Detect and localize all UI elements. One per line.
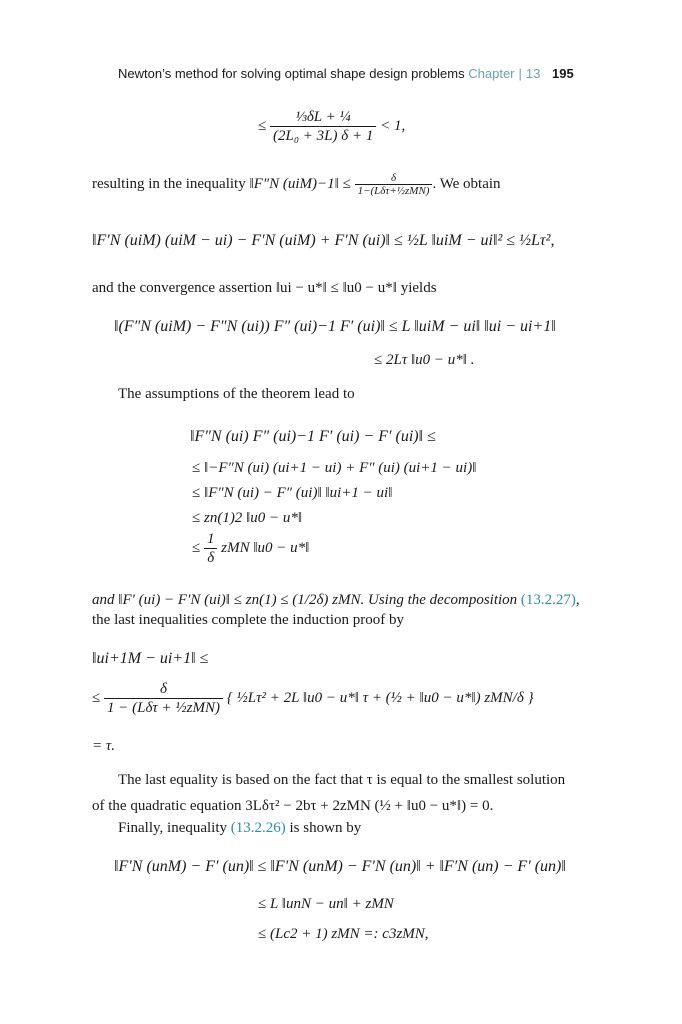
paragraph-decomposition-line2: the last inequalities complete the induction proof by — [92, 612, 405, 628]
paragraph-inequality — [92, 172, 501, 197]
p5-line3-b: is shown by — [289, 820, 362, 836]
eq-ratio-num: ⅓δL + ¼ — [270, 108, 376, 127]
eq-ind2-den: 1 − (Lδτ + ½zMN) — [106, 700, 220, 716]
eq-assumptions-line2: ≤ ‖−F″N (ui) (ui+1 − ui) + F″ (ui) (ui+1 − ui)‖ — [192, 460, 477, 476]
eq-ass5-num: 1 — [204, 530, 218, 549]
eq-ratio-fraction — [270, 108, 376, 145]
eq-assumptions-line5 — [192, 530, 309, 567]
eq-ass5-tail: zMN ‖u0 − u*‖ — [221, 539, 310, 556]
eq-ratio-lead: ≤ — [258, 117, 267, 134]
p4-eqref-link[interactable]: (13.2.27) — [520, 592, 576, 608]
eq-ratio-tail: < 1, — [380, 117, 406, 134]
eq-newton-bound: ‖F′N (uiM) (uiM − ui) − F′N (uiM) + F′N (ui)‖ ≤ ½L ‖uiM − ui‖² ≤ ½Lτ², — [92, 232, 555, 249]
eq-induction-line1: ‖ui+1M − ui+1‖ ≤ — [92, 650, 209, 667]
eq-convergence-line2: ≤ 2Lτ ‖u0 − u*‖ . — [374, 352, 475, 368]
header-chapter-number: 13 — [525, 66, 541, 81]
eq-induction-line3: = τ. — [92, 738, 115, 754]
header-chapter: Chapter — [468, 66, 515, 81]
p4-line1-a: and ‖F′ (ui) − F′N (ui)‖ ≤ zn(1) ≤ (1/2δ) zMN. Using the decomposition — [92, 592, 518, 608]
eq-assumptions-line1: ‖F″N (ui) F″ (ui)−1 F′ (ui) − F′ (ui)‖ ≤ — [190, 428, 436, 445]
paragraph-quadratic-line1: The last equality is based on the fact that τ is equal to the smallest solution — [118, 772, 566, 788]
paragraph-assumptions: The assumptions of the theorem lead to — [118, 386, 355, 402]
paragraph-finally — [118, 820, 361, 837]
eq-convergence-line1: ‖(F″N (uiM) − F″N (ui)) F″ (ui)−1 F′ (ui)‖ ≤ L ‖uiM − ui‖ ‖ui − ui+1‖ — [114, 318, 556, 335]
p5-line3-a: Finally, inequality — [118, 820, 228, 836]
eq-assumptions-line3: ≤ ‖F″N (ui) − F″ (ui)‖ ‖ui+1 − ui‖ — [192, 485, 393, 501]
eq-ind2-num: δ — [104, 680, 223, 699]
paragraph-quadratic-line2: of the quadratic equation 3Lδτ² − 2bτ + 2zMN (½ + ‖u0 − u*‖) = 0. — [92, 798, 494, 814]
p1-ineq-lhs: ‖F″N (uiM)−1‖ ≤ — [249, 175, 351, 192]
p1-ineq-den: 1−(Lδτ+½zMN) — [357, 185, 430, 197]
eq-induction-line2 — [92, 680, 534, 717]
eq-assumptions-line4: ≤ zn(1)2 ‖u0 − u*‖ — [192, 510, 303, 526]
eq-final-line3: ≤ (Lc2 + 1) zMN =: c3zMN, — [258, 926, 429, 942]
eq-ind2-fraction — [104, 680, 223, 717]
eq-ass5-fraction — [204, 530, 218, 567]
header-page-number: 195 — [551, 66, 574, 81]
paragraph-decomposition-line1 — [92, 592, 580, 609]
eq-ratio-den: (2L₀ + 3L) δ + 1 — [272, 128, 374, 144]
header-title: Newton’s method for solving optimal shape design problems — [118, 66, 465, 81]
eq-ratio — [258, 108, 405, 145]
paragraph-convergence: and the convergence assertion ‖ui − u*‖ ≤ ‖u0 − u*‖ yields — [92, 280, 437, 296]
eq-final-line2: ≤ L ‖unN − un‖ + zMN — [258, 896, 394, 912]
p1-ineq-fraction — [355, 172, 433, 197]
eq-ass5-den: δ — [207, 550, 215, 566]
p1-text: resulting in the inequality — [92, 175, 246, 192]
eq-final-line1: ‖F′N (unM) − F′ (un)‖ ≤ ‖F′N (unM) − F′N (un)‖ + ‖F′N (un) − F′ (un)‖ — [114, 858, 566, 875]
running-header — [118, 66, 574, 81]
eq-ind2-lead: ≤ — [92, 689, 101, 706]
p1-tail: . We obtain — [432, 175, 501, 192]
p4-line1-b: , — [575, 592, 580, 608]
eq-ind2-body: { ½Lτ² + 2L ‖u0 − u*‖ τ + (½ + ‖u0 − u*‖) zMN/δ } — [226, 689, 534, 706]
p1-ineq-num: δ — [355, 172, 433, 185]
p5-eqref-link[interactable]: (13.2.26) — [230, 820, 286, 836]
header-separator: | — [518, 66, 522, 81]
eq-ass5-lead: ≤ — [192, 539, 201, 556]
